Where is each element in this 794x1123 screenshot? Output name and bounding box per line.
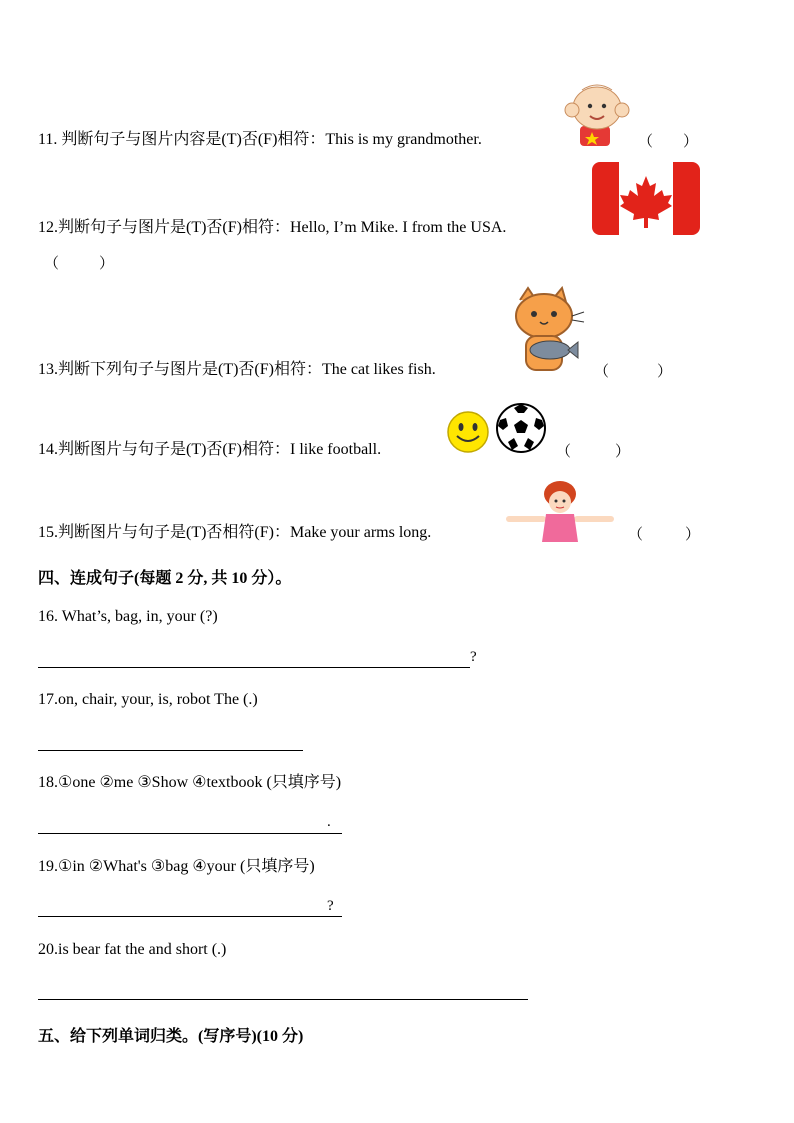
question-12: 12.判断句子与图片是(T)否(F)相符：Hello, I’m Mike. I from the USA.	[38, 219, 507, 236]
answer-line-16[interactable]	[38, 667, 470, 668]
smiley-face-image	[446, 410, 490, 454]
answer-line-18[interactable]	[38, 833, 342, 834]
question-15: 15.判断图片与句子是(T)否相符(F)：Make your arms long.	[38, 524, 432, 541]
boy-image	[562, 82, 632, 148]
section-4-title: 四、连成句子(每题 2 分, 共 10 分）。	[38, 570, 292, 587]
girl-arms-out-image	[504, 478, 616, 542]
answer-paren-11[interactable]: （ ）	[638, 134, 699, 150]
question-14: 14.判断图片与句子是(T)否(F)相符：I like football.	[38, 441, 382, 458]
section-5-title: 五、给下列单词归类。(写序号)(10 分)	[38, 1028, 304, 1045]
answer-paren-15[interactable]: （ ）	[628, 527, 701, 543]
answer-line-20[interactable]	[38, 999, 528, 1000]
question-13: 13.判断下列句子与图片是(T)否(F)相符：The cat likes fish.	[38, 361, 436, 378]
question-11: 11. 判断句子与图片内容是(T)否(F)相符：This is my grandmother.	[38, 131, 482, 148]
answer-line-19[interactable]	[38, 916, 342, 917]
answer-line-17[interactable]	[38, 750, 303, 751]
question-17: 17.on, chair, your, is, robot The (.)	[38, 691, 258, 708]
answer-end-19: ?	[327, 898, 334, 914]
answer-paren-12[interactable]: （ ）	[44, 256, 115, 272]
answer-paren-13[interactable]: （ ）	[594, 364, 673, 380]
answer-end-16: ?	[470, 649, 477, 665]
answer-end-18: .	[327, 814, 331, 830]
football-image	[494, 402, 548, 454]
question-16: 16. What’s, bag, in, your (?)	[38, 608, 218, 625]
cat-with-fish-image	[508, 286, 588, 380]
question-18: 18.①one ②me ③Show ④textbook (只填序号)	[38, 774, 342, 791]
question-19: 19.①in ②What's ③bag ④your (只填序号)	[38, 858, 315, 875]
answer-paren-14[interactable]: （ ）	[556, 444, 631, 460]
question-20: 20.is bear fat the and short (.)	[38, 941, 227, 958]
canada-flag-image	[592, 162, 700, 235]
